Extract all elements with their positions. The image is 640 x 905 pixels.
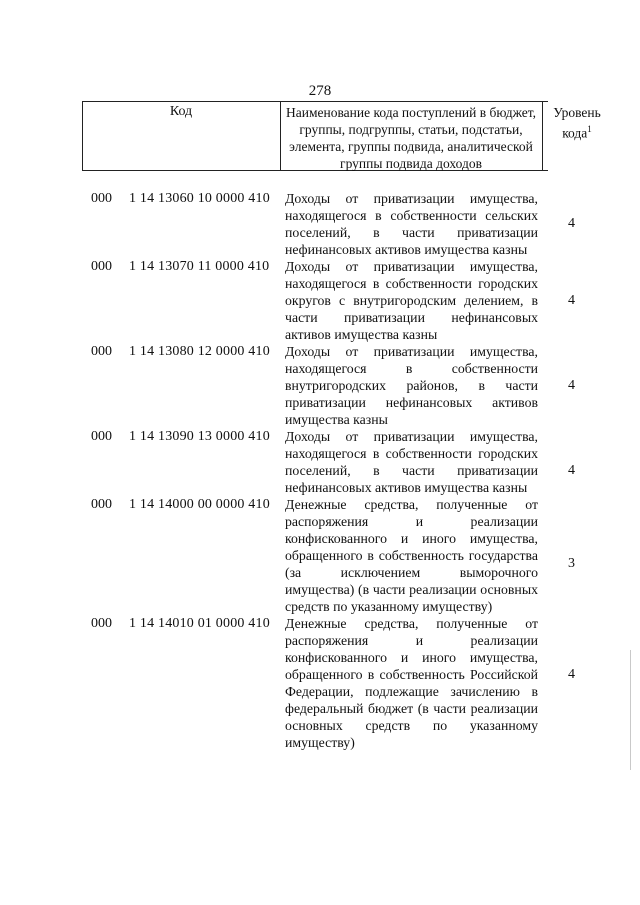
code-level: 4: [568, 216, 575, 231]
income-name: Доходы от приватизации имущества, находящегося в собственности городских округов с внутригородским делением, в части приватизации нефинансовых активов имущества казны: [285, 259, 538, 342]
table-row: [0, 615, 640, 751]
code-level: 4: [568, 378, 575, 393]
table-row: [0, 428, 640, 496]
table-row: [0, 258, 640, 343]
header-level-label: Уровень кода: [553, 105, 601, 141]
income-code: 1 14 14010 01 0000 410: [129, 616, 270, 631]
income-name: Доходы от приватизации имущества, находящегося в собственности внутригородских районов, в части приватизации нефинансовых активов имущества казны: [285, 344, 538, 427]
income-name: Денежные средства, полученные от распоряжения и реализации конфискованного и иного имущества, обращенного в собственность государства (за исключением выморочного имущества) (в части реализации основных средств по указанному имуществу): [285, 497, 538, 614]
income-code: 1 14 13060 10 0000 410: [129, 191, 270, 206]
header-top-rule: [82, 101, 548, 102]
admin-code: 000: [91, 497, 112, 512]
income-code: 1 14 13080 12 0000 410: [129, 344, 270, 359]
header-name: Наименование кода поступлений в бюджет, группы, подгруппы, статьи, подстатьи, элемента, группы подвида, аналитической группы подвида доходов: [285, 105, 536, 171]
table-row: [0, 343, 640, 428]
code-level: 3: [568, 556, 575, 571]
code-level: 4: [568, 463, 575, 478]
table-row: [0, 190, 640, 258]
table-body: [0, 190, 640, 751]
header-level-footnote-mark: 1: [587, 124, 592, 134]
admin-code: 000: [91, 429, 112, 444]
header-code: Код: [169, 104, 193, 119]
admin-code: 000: [91, 259, 112, 274]
admin-code: 000: [91, 191, 112, 206]
income-name: Денежные средства, полученные от распоряжения и реализации конфискованного и иного имущества, обращенного в собственность Российской Федерации, подлежащие зачислению в федеральный бюджет (в части реализации основных средств по указанному имуществу): [285, 616, 538, 750]
table-header: [82, 101, 601, 171]
table-row: [0, 496, 640, 615]
income-code: 1 14 13070 11 0000 410: [129, 259, 270, 274]
code-level: 4: [568, 667, 575, 682]
admin-code: 000: [91, 344, 112, 359]
income-name: Доходы от приватизации имущества, находящегося в собственности городских поселений, в части приватизации нефинансовых активов имущества казны: [285, 429, 538, 495]
income-code: 1 14 13090 13 0000 410: [129, 429, 270, 444]
income-code: 1 14 14000 00 0000 410: [129, 497, 270, 512]
page-number: 278: [308, 83, 332, 99]
admin-code: 000: [91, 616, 112, 631]
code-level: 4: [568, 293, 575, 308]
header-level: [542, 104, 612, 142]
scan-edge-line: [630, 650, 631, 770]
income-name: Доходы от приватизации имущества, находящегося в собственности сельских поселений, в части приватизации нефинансовых активов имущества казны: [285, 191, 538, 257]
